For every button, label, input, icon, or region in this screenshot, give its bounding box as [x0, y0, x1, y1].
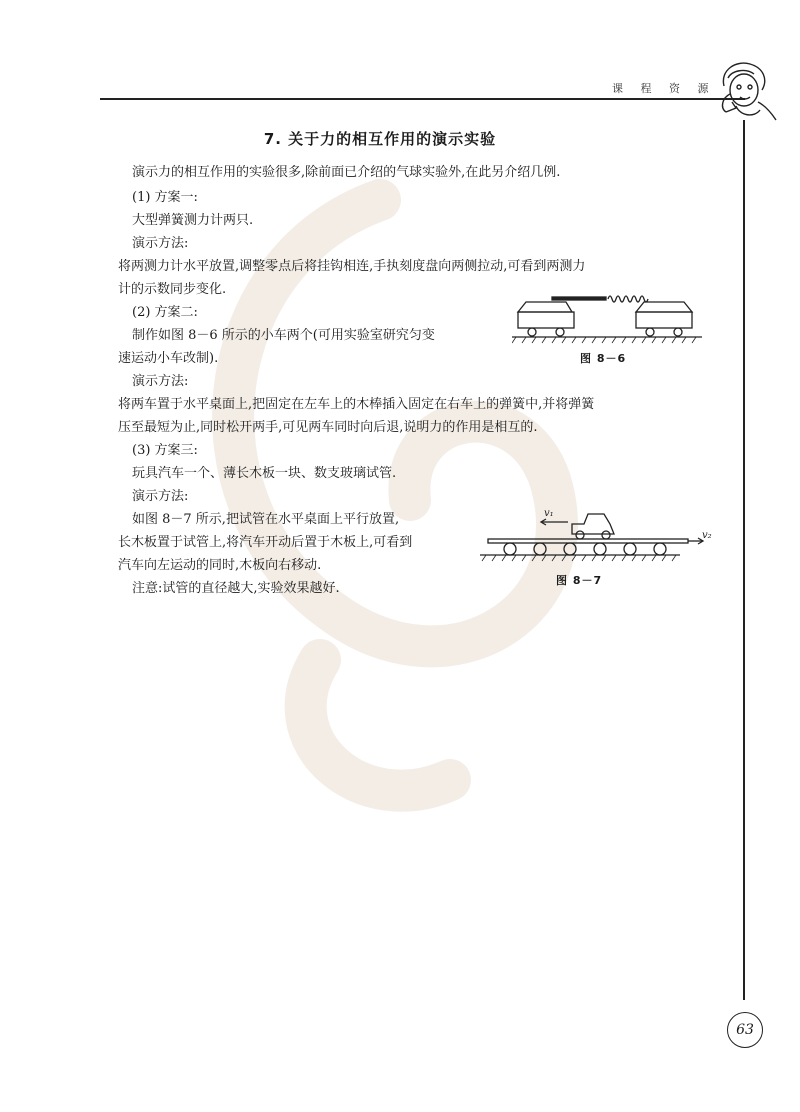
- plan3-method-line2: 长木板置于试管上,将汽车开动后置于木板上,可看到: [118, 535, 413, 550]
- plan2-materials-line1: 制作如图 8－6 所示的小车两个(可用实验室研究匀变: [132, 328, 435, 343]
- plan2-method-line1: 将两车置于水平桌面上,把固定在左车上的木棒插入固定在右车上的弹簧中,并将弹簧: [118, 397, 595, 412]
- side-rule: [743, 120, 745, 1000]
- watermark-swirl: [120, 140, 640, 840]
- plan3-method-line3: 汽车向左运动的同时,木板向右移动.: [118, 558, 322, 573]
- plan1-method-label: 演示方法:: [132, 236, 189, 251]
- plan1-method-line2: 计的示数同步变化.: [118, 282, 227, 297]
- cartoon-face-icon: [706, 56, 782, 122]
- figure-8-7-car-plank: [480, 504, 716, 566]
- figure-8-6-caption: 图 8－6: [580, 352, 627, 365]
- header-rule: [100, 98, 745, 100]
- intro-paragraph: 演示力的相互作用的实验很多,除前面已介绍的气球实验外,在此另介绍几例.: [132, 165, 561, 180]
- figure-8-7-caption: 图 8－7: [556, 574, 603, 587]
- plan1-heading: (1) 方案一:: [132, 190, 198, 205]
- plan3-note: 注意:试管的直径越大,实验效果越好.: [132, 581, 340, 596]
- plan1-method-line1: 将两测力计水平放置,调整零点后将挂钩相连,手执刻度盘向两侧拉动,可看到两测力: [118, 259, 586, 274]
- plan3-materials: 玩具汽车一个、薄长木板一块、数支玻璃试管.: [132, 466, 397, 481]
- plan2-method-label: 演示方法:: [132, 374, 189, 389]
- header-label: 课 程 资 源: [612, 82, 716, 95]
- page-number: 63: [727, 1012, 763, 1048]
- plan2-method-line2: 压至最短为止,同时松开两手,可见两车同时向后退,说明力的作用是相互的.: [118, 420, 538, 435]
- section-title: 7. 关于力的相互作用的演示实验: [263, 130, 497, 148]
- plan2-materials-line2: 速运动小车改制).: [118, 351, 219, 366]
- plan3-heading: (3) 方案三:: [132, 443, 198, 458]
- plan2-heading: (2) 方案二:: [132, 305, 198, 320]
- plan3-method-label: 演示方法:: [132, 489, 189, 504]
- plan1-materials: 大型弹簧测力计两只.: [132, 213, 254, 228]
- v2-label: v₂: [702, 530, 712, 541]
- v1-label: v₁: [544, 508, 554, 519]
- plan3-method-line1: 如图 8－7 所示,把试管在水平桌面上平行放置,: [132, 512, 400, 527]
- figure-8-6-carts: [512, 290, 702, 346]
